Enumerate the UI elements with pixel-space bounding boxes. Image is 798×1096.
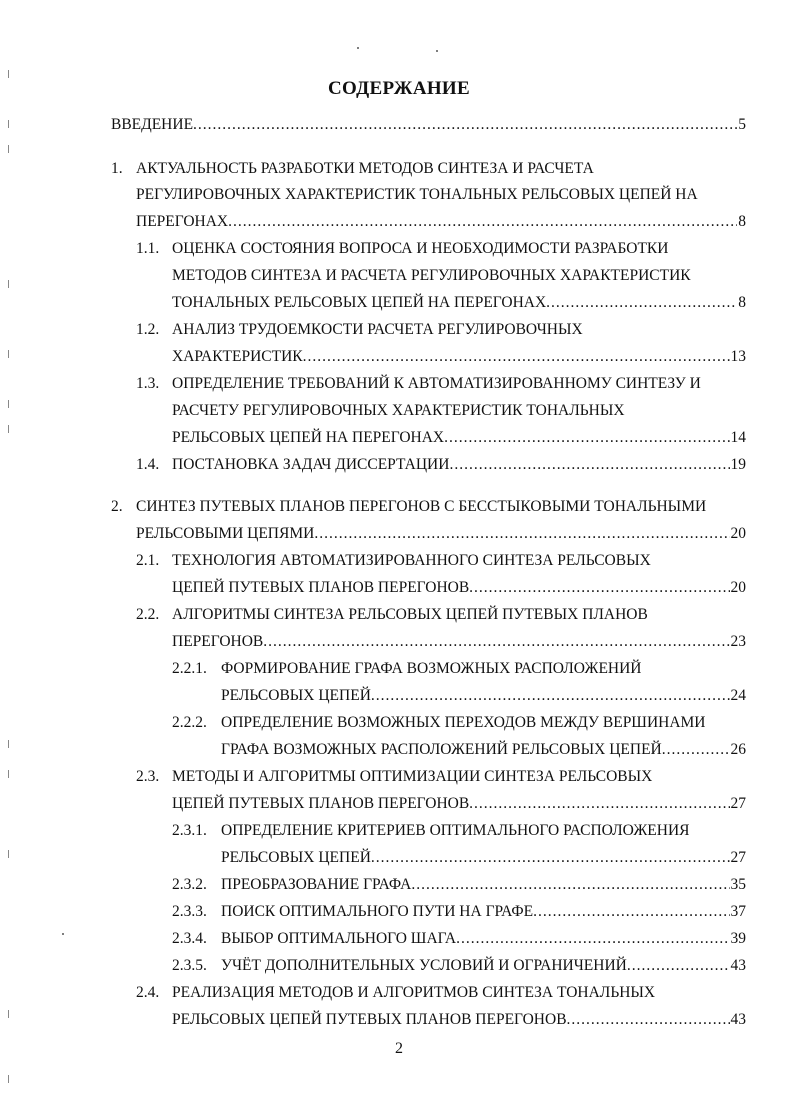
toc-entry-title: ГРАФА ВОЗМОЖНЫХ РАСПОЛОЖЕНИЙ РЕЛЬСОВЫХ ЦЕПЕЙ	[221, 741, 662, 758]
toc-entry-2-3-5[interactable]	[221, 955, 746, 977]
margin-mark	[8, 280, 9, 288]
toc-page-number: 35	[730, 876, 746, 893]
toc-entry-title: МЕТОДЫ И АЛГОРИТМЫ ОПТИМИЗАЦИИ СИНТЕЗА РЕЛЬСОВЫХ	[172, 768, 653, 785]
scan-speck	[436, 50, 438, 52]
toc-entry-2-2-2[interactable]	[221, 739, 746, 761]
toc-entry-number: 2.2.	[136, 606, 160, 623]
margin-mark	[8, 350, 9, 358]
toc-entry-title: АКТУАЛЬНОСТЬ РАЗРАБОТКИ МЕТОДОВ СИНТЕЗА И РАСЧЕТА	[136, 160, 594, 177]
toc-entry-number: 2.4.	[136, 984, 160, 1001]
toc-page-number: 43	[730, 1011, 746, 1028]
toc-entry-number: 1.4.	[136, 456, 160, 473]
margin-mark	[8, 770, 9, 778]
toc-entry-title: ПРЕОБРАЗОВАНИЕ ГРАФА	[221, 876, 412, 893]
toc-entry-number: 2.3.	[136, 768, 160, 785]
toc-entry-title: ОПРЕДЕЛЕНИЕ КРИТЕРИЕВ ОПТИМАЛЬНОГО РАСПОЛОЖЕНИЯ	[221, 822, 690, 839]
toc-entry-1[interactable]	[136, 211, 746, 233]
toc-entry-2-3-3[interactable]	[221, 901, 746, 923]
toc-entry-title: РЕГУЛИРОВОЧНЫХ ХАРАКТЕРИСТИК ТОНАЛЬНЫХ РЕЛЬСОВЫХ ЦЕПЕЙ НА	[136, 186, 698, 203]
toc-entry-1-3[interactable]	[172, 427, 746, 449]
toc-page-number: 27	[730, 795, 746, 812]
toc-entry-number: 1.2.	[136, 321, 160, 338]
toc-page-number: 39	[730, 930, 746, 947]
toc-entry-2-4[interactable]	[172, 1009, 746, 1031]
toc-page-number: 19	[730, 456, 746, 473]
toc-entry-title: ЦЕПЕЙ ПУТЕВЫХ ПЛАНОВ ПЕРЕГОНОВ	[172, 579, 470, 596]
margin-mark	[8, 145, 9, 153]
toc-entry-number: 1.3.	[136, 375, 160, 392]
margin-mark	[8, 1010, 9, 1018]
toc-entry-number: 2.2.2.	[172, 714, 207, 731]
toc-entry-title: ПЕРЕГОНАХ	[136, 213, 229, 230]
toc-entry-title: ВЫБОР ОПТИМАЛЬНОГО ШАГА	[221, 930, 457, 947]
toc-entry-1-2[interactable]	[172, 346, 746, 368]
toc-page-number: 23	[730, 633, 746, 650]
toc-entry-title: ОПРЕДЕЛЕНИЕ ТРЕБОВАНИЙ К АВТОМАТИЗИРОВАННОМУ СИНТЕЗУ И	[172, 375, 701, 392]
page-number: 2	[395, 1040, 403, 1057]
scan-speck	[357, 47, 359, 49]
toc-entry-2-2-1[interactable]	[221, 685, 746, 707]
margin-mark	[8, 70, 9, 78]
toc-entry-2-2[interactable]	[172, 631, 746, 653]
scan-speck	[62, 933, 64, 935]
toc-entry-title: ТОНАЛЬНЫХ РЕЛЬСОВЫХ ЦЕПЕЙ НА ПЕРЕГОНАХ	[172, 294, 547, 311]
toc-page-number: 20	[730, 579, 746, 596]
toc-entry-number: 1.1.	[136, 240, 160, 257]
toc-entry-2-1[interactable]	[172, 577, 746, 599]
toc-entry-title: ХАРАКТЕРИСТИК	[172, 348, 303, 365]
toc-entry-2[interactable]	[136, 523, 746, 545]
toc-entry-title: СИНТЕЗ ПУТЕВЫХ ПЛАНОВ ПЕРЕГОНОВ С БЕССТЫКОВЫМИ ТОНАЛЬНЫМИ	[136, 498, 707, 515]
toc-page-number: 20	[730, 525, 746, 542]
toc-entry-2-3-4[interactable]	[221, 928, 746, 950]
toc-page-number: 8	[738, 294, 746, 311]
toc-entry-number: 2.3.2.	[172, 876, 207, 893]
toc-entry-title: ПОСТАНОВКА ЗАДАЧ ДИССЕРТАЦИИ	[172, 456, 450, 473]
toc-entry-number: 1.	[111, 160, 123, 177]
margin-mark	[8, 740, 9, 748]
toc-entry-2-3[interactable]	[172, 793, 746, 815]
toc-entry-title: ПЕРЕГОНОВ	[172, 633, 264, 650]
toc-page-number: 26	[730, 741, 746, 758]
toc-entry-title: РЕЛЬСОВЫМИ ЦЕПЯМИ	[136, 525, 315, 542]
toc-entry-title: ФОРМИРОВАНИЕ ГРАФА ВОЗМОЖНЫХ РАСПОЛОЖЕНИЙ	[221, 660, 642, 677]
toc-entry-title: ВВЕДЕНИЕ	[111, 116, 194, 133]
toc-page-number: 14	[730, 429, 746, 446]
toc-entry-number: 2.3.5.	[172, 957, 207, 974]
toc-page-number: 24	[730, 687, 746, 704]
toc-entry-number: 2.2.1.	[172, 660, 207, 677]
toc-entry-title: ТЕХНОЛОГИЯ АВТОМАТИЗИРОВАННОГО СИНТЕЗА РЕЛЬСОВЫХ	[172, 552, 651, 569]
toc-entry-title: РЕЛЬСОВЫХ ЦЕПЕЙ НА ПЕРЕГОНАХ	[172, 429, 445, 446]
margin-mark	[8, 425, 9, 433]
toc-entry-title: РАСЧЕТУ РЕГУЛИРОВОЧНЫХ ХАРАКТЕРИСТИК ТОНАЛЬНЫХ	[172, 402, 625, 419]
toc-entry-1-4[interactable]	[172, 454, 746, 476]
margin-mark	[8, 400, 9, 408]
toc-entry-title: РЕАЛИЗАЦИЯ МЕТОДОВ И АЛГОРИТМОВ СИНТЕЗА ТОНАЛЬНЫХ	[172, 984, 656, 1001]
toc-entry-title: ОПРЕДЕЛЕНИЕ ВОЗМОЖНЫХ ПЕРЕХОДОВ МЕЖДУ ВЕРШИНАМИ	[221, 714, 706, 731]
toc-entry-2-3-1[interactable]	[221, 847, 746, 869]
margin-mark	[8, 1075, 9, 1083]
toc-entry-number: 2.1.	[136, 552, 160, 569]
toc-entry-title: АНАЛИЗ ТРУДОЕМКОСТИ РАСЧЕТА РЕГУЛИРОВОЧНЫХ	[172, 321, 583, 338]
toc-page-number: 5	[738, 116, 746, 133]
toc-entry-number: 2.	[111, 498, 123, 515]
toc-page-number: 13	[730, 348, 746, 365]
toc-entry-1-1[interactable]	[172, 292, 746, 314]
toc-entry-title: ОЦЕНКА СОСТОЯНИЯ ВОПРОСА И НЕОБХОДИМОСТИ РАЗРАБОТКИ	[172, 240, 669, 257]
toc-entry-title: УЧЁТ ДОПОЛНИТЕЛЬНЫХ УСЛОВИЙ И ОГРАНИЧЕНИЙ	[221, 957, 627, 974]
toc-entry-title: МЕТОДОВ СИНТЕЗА И РАСЧЕТА РЕГУЛИРОВОЧНЫХ ХАРАКТЕРИСТИК	[172, 267, 691, 284]
toc-entry-title: ПОИСК ОПТИМАЛЬНОГО ПУТИ НА ГРАФЕ	[221, 903, 534, 920]
toc-entry-number: 2.3.1.	[172, 822, 207, 839]
toc-entry-title: РЕЛЬСОВЫХ ЦЕПЕЙ	[221, 849, 371, 866]
toc-entry-title: ЦЕПЕЙ ПУТЕВЫХ ПЛАНОВ ПЕРЕГОНОВ	[172, 795, 470, 812]
toc-page-number: 37	[730, 903, 746, 920]
margin-mark	[8, 120, 9, 128]
margin-mark	[8, 850, 9, 858]
toc-entry-2-3-2[interactable]	[221, 874, 746, 896]
toc-page-number: 43	[730, 957, 746, 974]
toc-entry-introduction[interactable]	[111, 114, 746, 136]
toc-entry-number: 2.3.4.	[172, 930, 207, 947]
toc-page-number: 8	[738, 213, 746, 230]
toc-entry-title: РЕЛЬСОВЫХ ЦЕПЕЙ ПУТЕВЫХ ПЛАНОВ ПЕРЕГОНОВ	[172, 1011, 567, 1028]
toc-entry-title: РЕЛЬСОВЫХ ЦЕПЕЙ	[221, 687, 371, 704]
toc-entry-title: АЛГОРИТМЫ СИНТЕЗА РЕЛЬСОВЫХ ЦЕПЕЙ ПУТЕВЫХ ПЛАНОВ	[172, 606, 648, 623]
toc-entry-number: 2.3.3.	[172, 903, 207, 920]
toc-page-number: 27	[730, 849, 746, 866]
page-title: СОДЕРЖАНИЕ	[328, 78, 470, 99]
